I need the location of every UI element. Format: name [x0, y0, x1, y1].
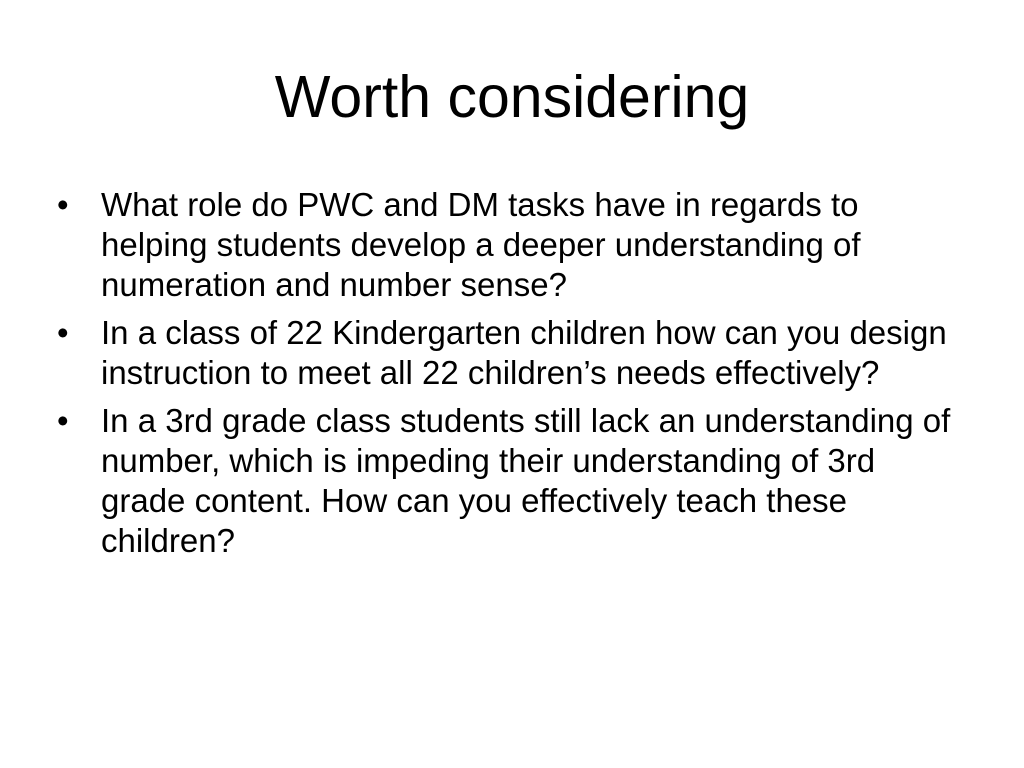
bullet-item [57, 313, 957, 393]
bullet-item [57, 401, 957, 561]
bullet-icon: • [57, 402, 69, 439]
bullet-icon: • [57, 314, 69, 351]
bullet-text: In a 3rd grade class students still lack an understanding of number, which is impeding their understanding of 3rd grade content. How can you effectively teach these children? [101, 402, 951, 559]
bullet-icon: • [57, 186, 69, 223]
bullet-text: What role do PWC and DM tasks have in regards to helping students develop a deeper understanding of numeration and number sense? [101, 186, 861, 303]
bullet-text: In a class of 22 Kindergarten children how can you design instruction to meet all 22 children’s needs effectively? [101, 314, 947, 391]
slide-title: Worth considering [274, 64, 750, 130]
bullet-list [57, 185, 957, 569]
bullet-item [57, 185, 957, 305]
